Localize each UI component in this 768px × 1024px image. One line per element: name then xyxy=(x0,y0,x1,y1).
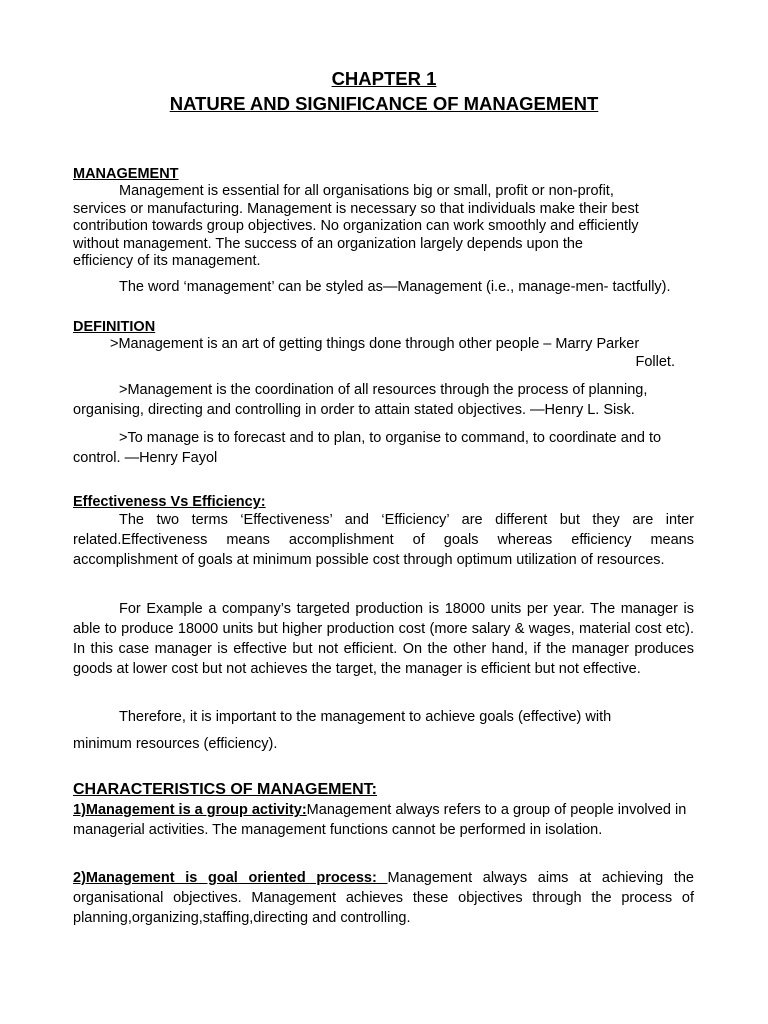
management-line: contribution towards group objectives. No organization can work smoothly and efficiently xyxy=(73,218,639,234)
effectiveness-paragraph-3-line-2: minimum resources (efficiency). xyxy=(73,736,278,752)
management-line: services or manufacturing. Management is necessary so that individuals make their best xyxy=(73,200,639,217)
definition-heading: DEFINITION xyxy=(73,319,156,335)
definition-1-author: Follet. xyxy=(635,353,675,370)
effectiveness-paragraph-2: For Example a company’s targeted production is 18000 units per year. The manager is able to produce 18000 units but higher production cost (more salary & wages, material cost etc). In this case manager is effective but not efficient. On the other hand, if the manager produces goods at lower cost but not achieves the target, the manager is efficient but not effective. xyxy=(73,601,694,677)
characteristic-item-1-text: Management always refers to a group of people involved in managerial activities. The management functions cannot be performed in isolation. xyxy=(73,802,687,838)
management-line: efficiency of its management. xyxy=(73,253,261,269)
characteristic-item-1 xyxy=(73,800,694,840)
characteristic-item-1-label: 1)Management is a group activity: xyxy=(73,802,307,818)
management-line: Management is essential for all organisations big or small, profit or non-profit, xyxy=(119,183,614,199)
effectiveness-paragraph-3-line-1: Therefore, it is important to the management to achieve goals (effective) with xyxy=(119,709,612,725)
definition-1 xyxy=(110,336,694,371)
management-styled-text: The word ‘management’ can be styled as—Management (i.e., manage-men- tactfully). xyxy=(119,279,671,295)
chapter-number: CHAPTER 1 xyxy=(331,68,437,89)
characteristic-item-2 xyxy=(73,868,694,928)
definition-2: >Management is the coordination of all resources through the process of planning, organising, directing and controlling in order to attain stated objectives. —Henry L. Sisk. xyxy=(73,382,648,418)
effectiveness-heading: Effectiveness Vs Efficiency: xyxy=(73,494,266,510)
chapter-title: NATURE AND SIGNIFICANCE OF MANAGEMENT xyxy=(169,93,599,114)
definition-3: >To manage is to forecast and to plan, to organise to command, to coordinate and to control. —Henry Fayol xyxy=(73,430,662,466)
characteristic-item-2-text: Management always aims at achieving the organisational objectives. Management achieves these objectives through the process of planning,organizing,staffing,directing and controlling. xyxy=(73,870,694,926)
characteristics-heading: CHARACTERISTICS OF MANAGEMENT: xyxy=(73,781,377,798)
characteristic-item-2-label: 2)Management is goal oriented process: xyxy=(73,870,388,886)
management-heading: MANAGEMENT xyxy=(73,166,179,182)
management-line: without management. The success of an organization largely depends upon the xyxy=(73,235,583,252)
effectiveness-paragraph-1: The two terms ‘Effectiveness’ and ‘Efficiency’ are different but they are inter related.Effectiveness means accomplishment of goals whereas efficiency means accomplishment of goals at minimum possible cost through optimum utilization of resources. xyxy=(73,512,694,568)
management-paragraph xyxy=(73,183,694,271)
definition-1-text: >Management is an art of getting things done through other people – Marry Parker xyxy=(110,336,640,352)
